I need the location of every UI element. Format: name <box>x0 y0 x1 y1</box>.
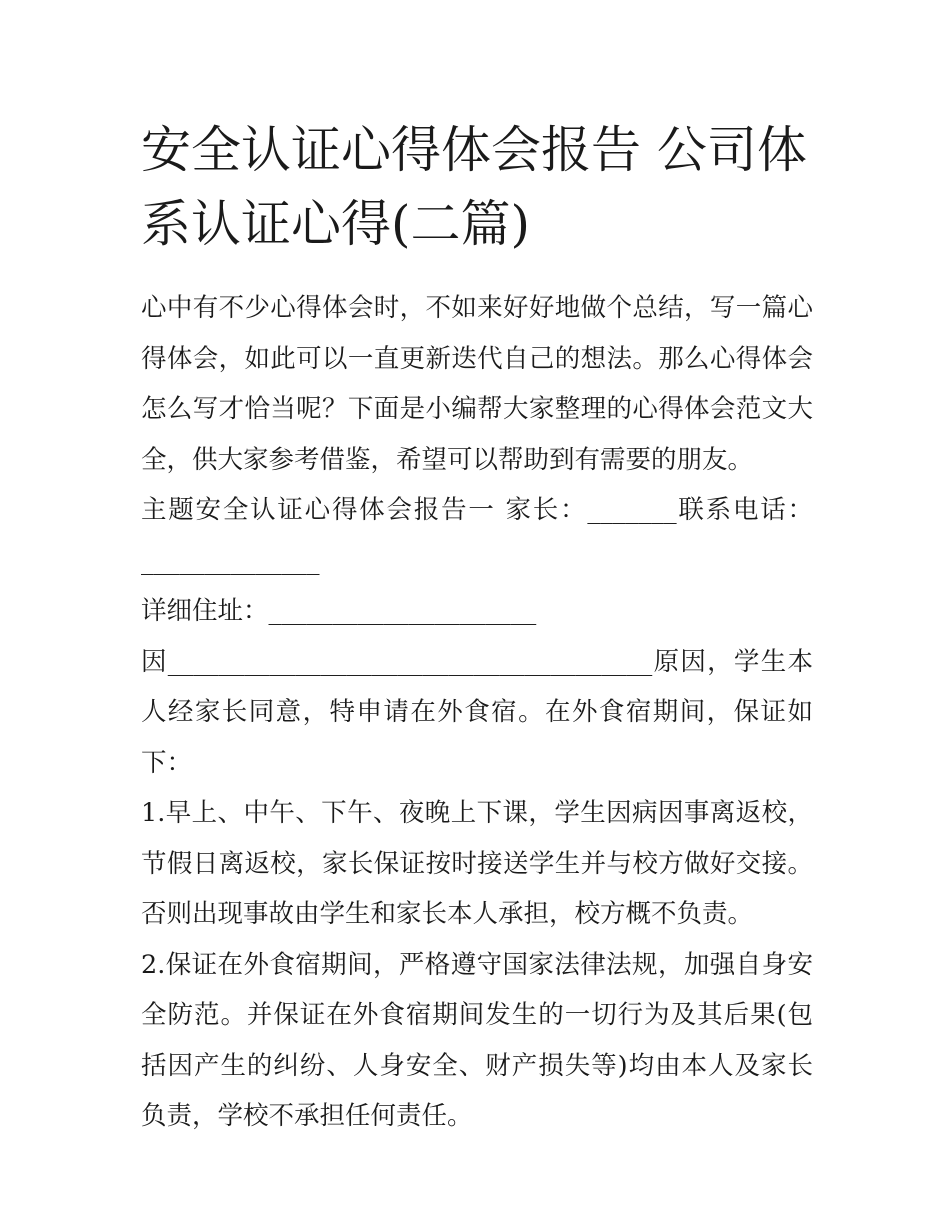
document-body <box>141 283 813 1142</box>
address-line: 详细住址：_____________________ <box>141 596 537 626</box>
reason-paragraph: 因______________________________________原因，学生本人经家长同意，特申请在外食宿。在外食宿期间，保证如下： <box>141 646 813 778</box>
parent-contact-line: 主题安全认证心得体会报告一 家长：_______联系电话：______________ <box>141 495 813 576</box>
guarantee-item-2: 2.保证在外食宿期间，严格遵守国家法律法规，加强自身安全防范。并保证在外食宿期间发生的一切行为及其后果(包括因产生的纠纷、人身安全、财产损失等)均由本人及家长负责，学校不承担任何责任。 <box>141 949 813 1131</box>
document-title: 安全认证心得体会报告 公司体系认证心得(二篇) <box>141 121 807 253</box>
guarantee-item-1: 1.早上、中午、下午、夜晚上下课，学生因病因事离返校，节假日离返校，家长保证按时接送学生并与校方做好交接。否则出现事故由学生和家长本人承担，校方概不负责。 <box>141 798 813 929</box>
intro-paragraph: 心中有不少心得体会时，不如来好好地做个总结，写一篇心得体会，如此可以一直更新迭代自己的想法。那么心得体会怎么写才恰当呢？下面是小编帮大家整理的心得体会范文大全，供大家参考借鉴，希望可以帮助到有需要的朋友。 <box>141 293 813 475</box>
document-page <box>141 113 813 1142</box>
